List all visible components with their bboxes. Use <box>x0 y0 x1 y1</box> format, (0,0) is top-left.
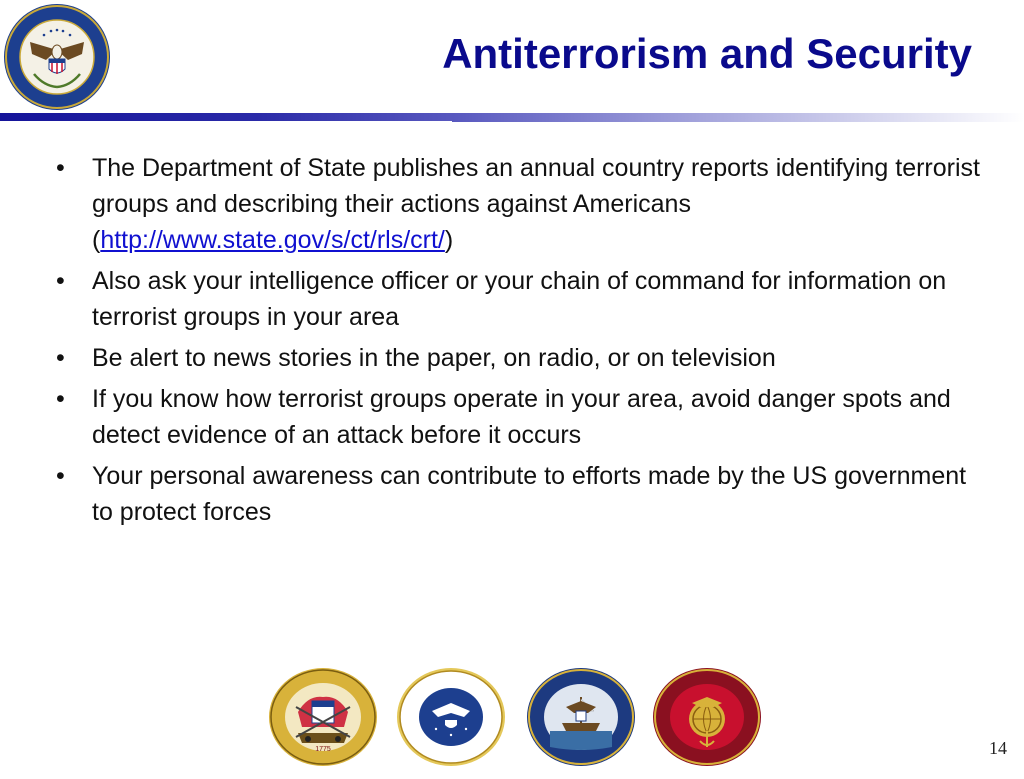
army-seal-icon <box>268 667 378 767</box>
bullet-text: Be alert to news stories in the paper, on radio, or on television <box>92 344 776 372</box>
bullet-item <box>56 263 986 335</box>
bullet-glyph: • <box>56 344 65 372</box>
marine-corps-seal-icon <box>652 667 762 767</box>
air-force-seal-icon <box>396 667 506 767</box>
army-seal-year: 1775 <box>315 746 331 753</box>
title-divider-accent <box>0 121 452 124</box>
service-seals <box>0 667 1024 767</box>
page-number: 14 <box>989 738 1007 758</box>
bullet-text: Your personal awareness can contribute to efforts made by the US government to protect forces <box>92 462 967 526</box>
bullet-glyph: • <box>56 462 65 490</box>
bullet-glyph: • <box>56 385 65 413</box>
bullet-item <box>56 381 986 453</box>
bullet-text: The Department of State publishes an annual country reports identifying terrorist groups and describing their actions against Americans ( <box>92 154 980 254</box>
bullet-list <box>56 150 986 535</box>
state-dept-report-link[interactable]: http://www.state.gov/s/ct/rls/crt/ <box>100 226 445 254</box>
navy-seal-icon <box>526 667 636 767</box>
bullet-glyph: • <box>56 154 65 182</box>
bullet-item <box>56 340 986 376</box>
bullet-item <box>56 150 986 258</box>
bullet-glyph: • <box>56 267 65 295</box>
dod-seal-icon <box>2 2 112 112</box>
bullet-text: Also ask your intelligence officer or your chain of command for information on terrorist groups in your area <box>92 267 947 331</box>
bullet-text: If you know how terrorist groups operate in your area, avoid danger spots and detect evidence of an attack before it occurs <box>92 385 951 449</box>
slide-title: Antiterrorism and Security <box>442 30 972 77</box>
bullet-item <box>56 458 986 530</box>
bullet-text-suffix: ) <box>444 226 454 254</box>
